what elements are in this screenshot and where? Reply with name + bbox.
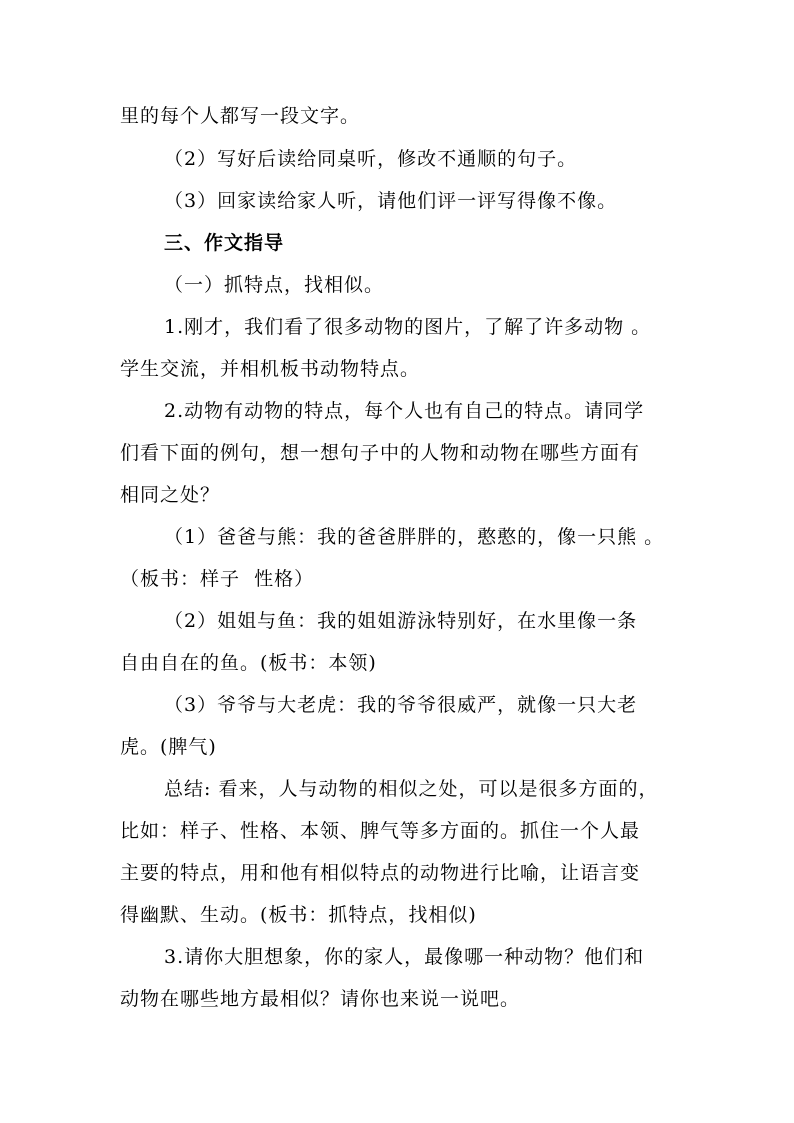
text-line: 比如：样子、性格、本领、脾气等多方面的。抓住一个人最: [120, 820, 641, 842]
text-line: 1.刚才，我们看了很多动物的图片，了解了许多动物 。: [164, 316, 652, 338]
text-line: 里的每个人都写一段文字。: [120, 105, 361, 127]
text-line: 2.动物有动物的特点，每个人也有自己的特点。请同学: [164, 400, 645, 422]
text-line: 主要的特点，用和他有相似特点的动物进行比喻，让语言变: [120, 862, 641, 884]
text-line: （板书：样子 性格）: [120, 568, 315, 590]
subsection-heading: （一）抓特点，找相似。: [164, 274, 385, 296]
text-line: 相同之处？: [120, 484, 221, 506]
text-line: （3）回家读给家人听，请他们评一评写得像不像。: [164, 190, 618, 212]
text-line: 3.请你大胆想象，你的家人，最像哪一种动物？他们和: [164, 946, 645, 968]
section-heading: 三、作文指导: [164, 232, 285, 254]
text-line: 学生交流，并相机板书动物特点。: [120, 358, 421, 380]
text-line: （2）姐姐与鱼：我的姐姐游泳特别好，在水里像一条: [164, 610, 638, 632]
text-line: （2）写好后读给同桌听，修改不通顺的句子。: [164, 148, 578, 170]
text-line: （1）爸爸与熊：我的爸爸胖胖的，憨憨的，像一只熊 。: [164, 526, 665, 548]
text-line: （3）爷爷与大老虎：我的爷爷很威严，就像一只大老: [164, 694, 638, 716]
text-line: 动物在哪些地方最相似？请你也来说一说吧。: [120, 988, 521, 1010]
text-line: 虎。(脾气): [120, 736, 217, 758]
text-line: 们看下面的例句，想一想句子中的人物和动物在哪些方面有: [120, 442, 641, 464]
text-line: 自由自在的鱼。(板书：本领): [120, 652, 377, 674]
text-line: 总结: 看来，人与动物的相似之处，可以是很多方面的，: [164, 778, 659, 800]
text-line: 得幽默、生动。(板书：抓特点，找相似): [120, 904, 477, 926]
